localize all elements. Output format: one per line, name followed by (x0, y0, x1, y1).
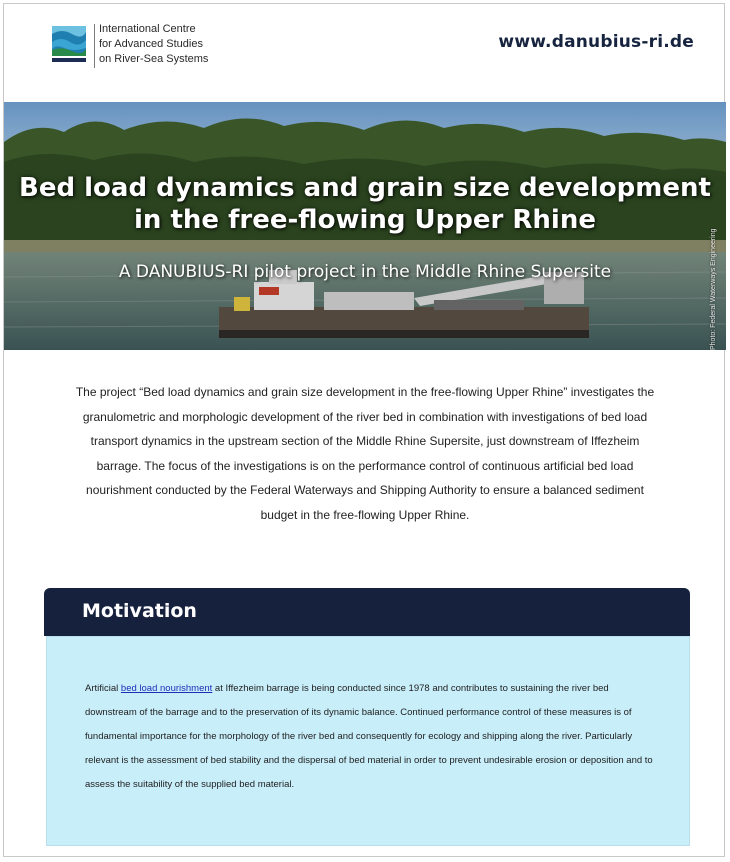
motivation-header (44, 588, 690, 636)
logo-divider (94, 24, 95, 68)
motivation-heading: Motivation (82, 600, 197, 622)
hero-subtitle: A DANUBIUS-RI pilot project in the Middle Rhine Supersite (118, 262, 612, 282)
institution-line: for Advanced Studies (99, 38, 203, 50)
motivation-text-start: Artificial (85, 683, 121, 694)
hero-banner (4, 102, 726, 350)
hero-title (4, 172, 726, 236)
institution-name (99, 22, 208, 67)
hero-title-line: in the free-flowing Upper Rhine (134, 205, 596, 235)
motivation-box (46, 636, 690, 846)
header (4, 4, 726, 102)
motivation-text-rest: at Iffezheim barrage is being conducted since 1978 and contributes to sustaining the river bed downstream of the barrage and to the preservation of its dynamic balance. Continued performance control of these measures is of fundamental importance for the morphology of the river bed and consequently for ecology and shipping along the river. Particularly relevant is the assessment of bed stability and the dispersal of bed material in order to prevent undesirable erosion or deposition and to assess the suitability of the supplied bed material. (85, 683, 653, 790)
institution-line: International Centre (99, 23, 196, 35)
bed-load-nourishment-link[interactable]: bed load nourishment (120, 683, 213, 694)
intro-paragraph: The project “Bed load dynamics and grain size development in the free-flowing Upper Rhine” investigates the granulometric and morphologic development of the river bed in combination with investigations of bed load transport dynamics in the upstream section of the Middle Rhine Supersite, just downstream of Iffezheim barrage. The focus of the investigations is on the performance control of continuous artificial bed load nourishment conducted by the Federal Waterways and Shipping Authority to ensure a balanced sediment budget in the free-flowing Upper Rhine. (75, 385, 655, 522)
institution-line: on River-Sea Systems (99, 53, 209, 65)
danubius-logo-icon (52, 24, 90, 64)
photo-credit: Photo: Federal Waterways Engineering (710, 228, 717, 350)
motivation-text (85, 677, 655, 797)
hero-title-line: Bed load dynamics and grain size development (19, 173, 711, 203)
page-frame (3, 3, 725, 857)
website-url[interactable]: www.danubius-ri.de (498, 32, 694, 52)
